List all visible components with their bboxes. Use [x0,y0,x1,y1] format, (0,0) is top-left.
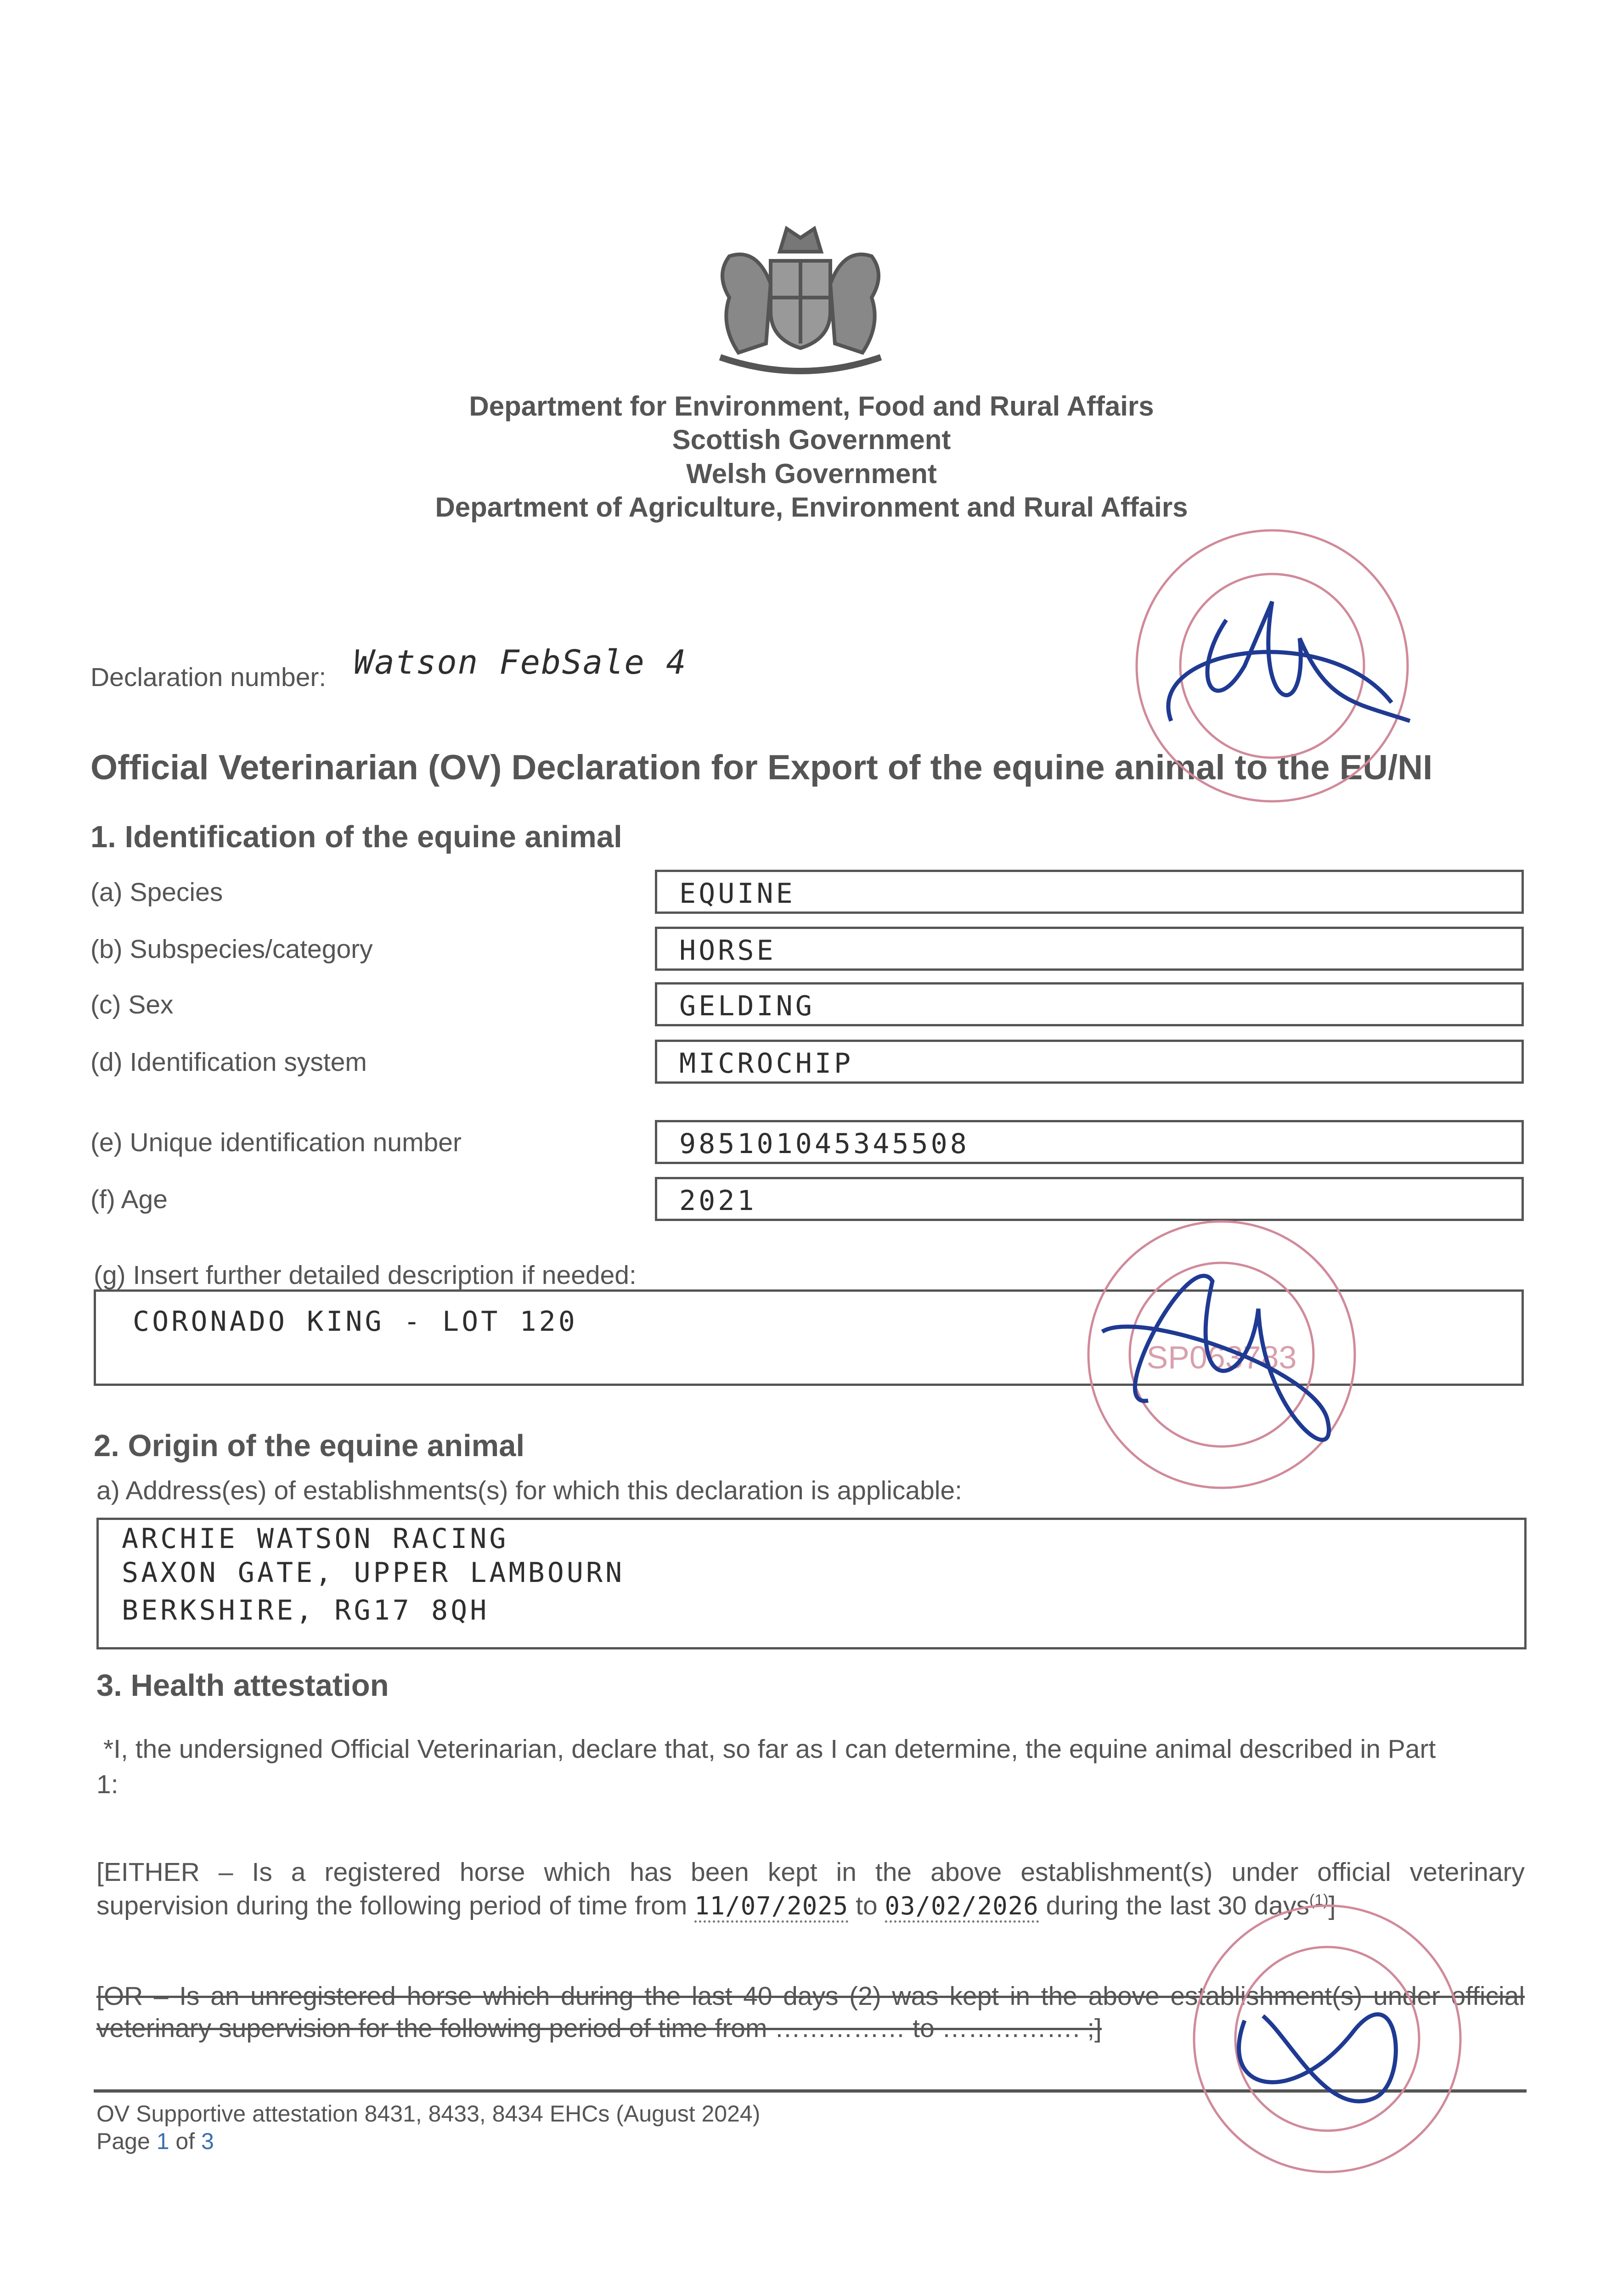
address-line-3: BERKSHIRE, RG17 8QH [122,1594,490,1626]
unique-id-value: 985101045345508 [679,1128,969,1160]
address-label: a) Address(es) of establishments(s) for which this declaration is applicable: [96,1476,963,1505]
or-line-2-text: veterinary supervision for the following period of time from …………… to ……………. ;] [96,2014,1102,2043]
stamp-number: SP063783 [1146,1339,1297,1375]
address-field[interactable] [96,1518,1527,1649]
description-value: CORONADO KING - LOT 120 [133,1306,578,1338]
footer-rule [94,2089,1527,2093]
page-current: 1 [156,2128,169,2154]
section-3-heading: 3. Health attestation [96,1668,389,1703]
subspecies-value: HORSE [679,934,776,967]
declaration-number-label: Declaration number: [90,663,327,692]
department-scottish-government: Scottish Government [672,424,951,455]
subspecies-field[interactable] [655,927,1524,971]
either-from-date: 11/07/2025 [694,1891,848,1923]
page-total: 3 [201,2128,214,2154]
declaration-number-value: Watson FebSale 4 [354,643,687,681]
sex-field[interactable] [655,982,1524,1026]
either-text-b: during the last 30 days [1046,1891,1310,1920]
description-label: (g) Insert further detailed description if needed: [94,1261,637,1290]
attestation-intro-line-1: *I, the undersigned Official Veterinarian, declare that, so far as I can determine, the equine animal described in Part [103,1734,1436,1764]
attestation-intro-line-2: 1: [96,1770,118,1799]
species-label: (a) Species [90,878,223,907]
either-text-a: supervision during the following period of time from [96,1891,688,1920]
unique-id-label: (e) Unique identification number [90,1128,462,1157]
age-label: (f) Age [90,1185,168,1214]
official-veterinarian-stamp-3 [1189,1901,1465,2177]
identification-system-value: MICROCHIP [679,1047,854,1080]
sex-label: (c) Sex [90,990,174,1019]
either-end: ] [1328,1891,1336,1920]
species-value: EQUINE [679,878,795,910]
footer-page-number [96,2128,214,2155]
age-value: 2021 [679,1185,757,1217]
department-defra: Department for Environment, Food and Rural Affairs [469,391,1154,422]
or-line-2 [96,2013,1102,2043]
either-to-word: to [856,1891,878,1920]
sex-value: GELDING [679,990,815,1022]
department-welsh-government: Welsh Government [686,458,937,489]
either-line-1: [EITHER – Is a registered horse which has been kept in the above establishment(s) under official veterinary [96,1857,1525,1887]
either-footnote: (1) [1309,1891,1329,1909]
page-word: Page [96,2128,150,2154]
identification-system-label: (d) Identification system [90,1047,367,1077]
subspecies-label: (b) Subspecies/category [90,934,373,964]
either-to-date: 03/02/2026 [885,1891,1039,1923]
identification-system-field[interactable] [655,1040,1524,1084]
document-title: Official Veterinarian (OV) Declaration for Export of the equine animal to the EU/NI [90,748,1433,787]
royal-crest-icon [702,219,899,377]
footer-attestation-ref: OV Supportive attestation 8431, 8433, 8434 EHCs (August 2024) [96,2101,761,2127]
department-daera: Department of Agriculture, Environment and Rural Affairs [435,492,1188,523]
address-line-1: ARCHIE WATSON RACING [122,1523,509,1555]
unique-id-field[interactable] [655,1120,1524,1164]
section-2-heading: 2. Origin of the equine animal [94,1429,525,1463]
age-field[interactable] [655,1177,1524,1221]
either-line-2 [96,1891,1336,1921]
address-line-2: SAXON GATE, UPPER LAMBOURN [122,1557,625,1589]
or-line-1: [OR – Is an unregistered horse which during the last 40 days (2) was kept in the above establishment(s) under official [96,1981,1525,2011]
species-field[interactable] [655,870,1524,914]
of-word: of [175,2128,195,2154]
section-1-heading: 1. Identification of the equine animal [90,820,622,854]
description-field[interactable] [94,1289,1524,1386]
